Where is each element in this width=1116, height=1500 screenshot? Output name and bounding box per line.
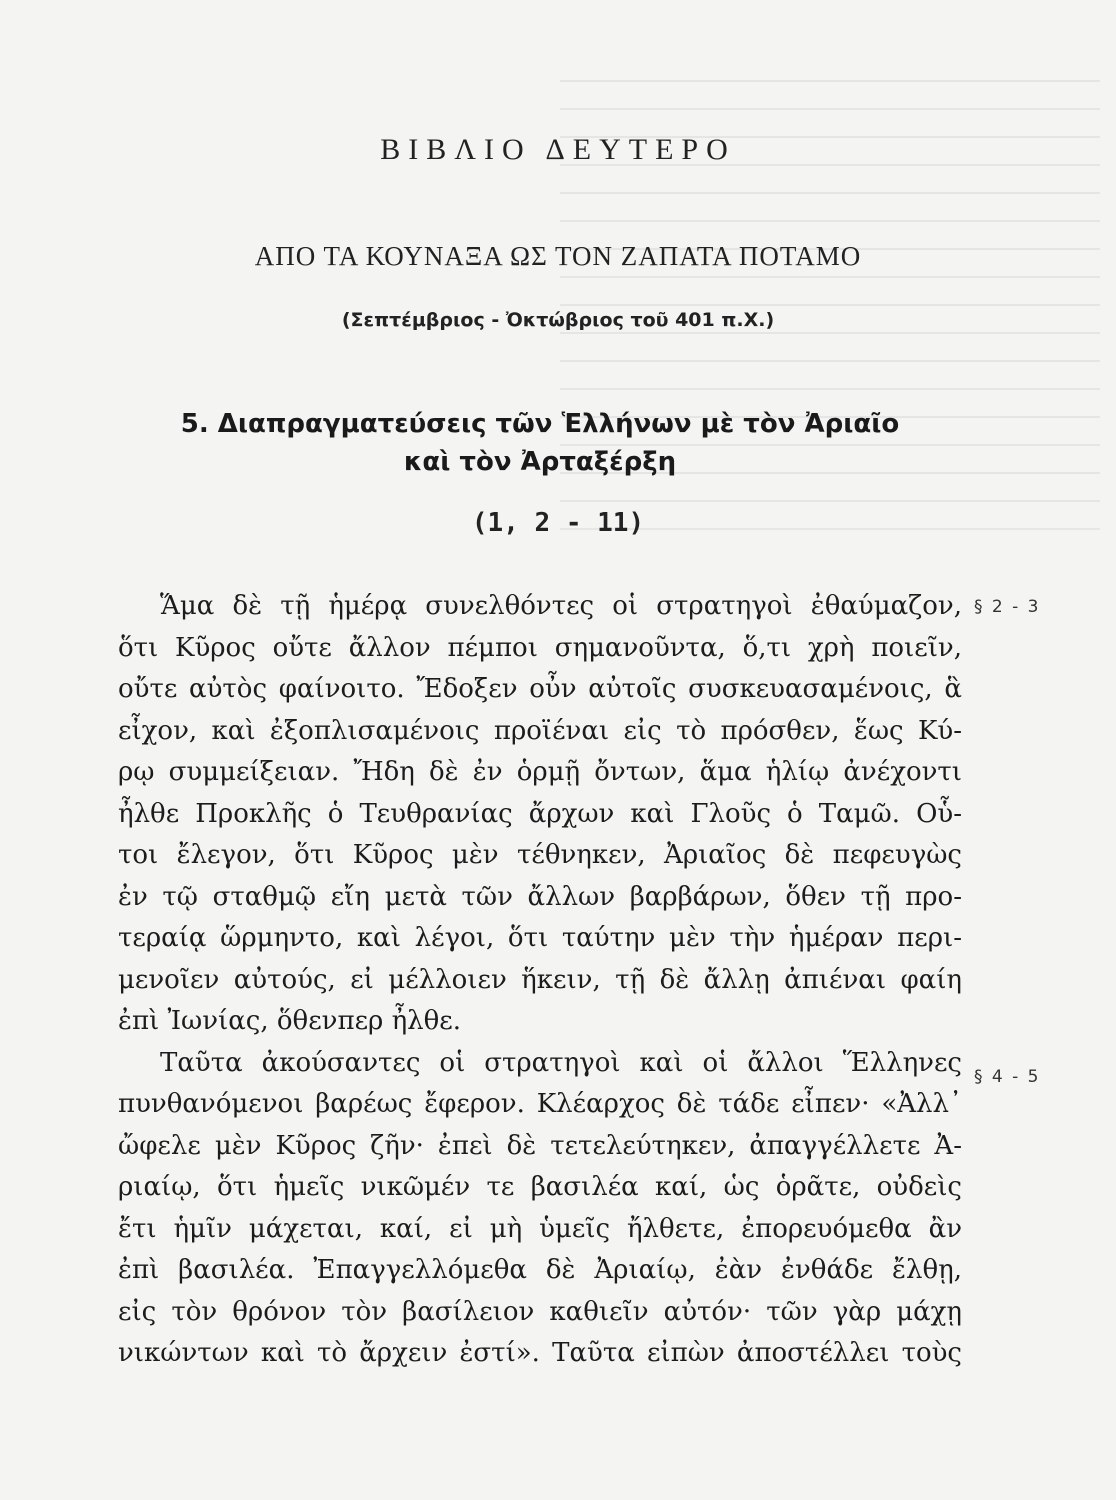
book-subtitle: ΑΠΟ ΤΑ ΚΟΥΝΑΞΑ ΩΣ ΤΟΝ ΖΑΠΑΤΑ ΠΟΤΑΜΟ — [254, 241, 862, 271]
text-line: ἔτι ἡμῖν μάχεται, καί, εἰ μὴ ὑμεῖς ἤλθετε, ἐπορευόμεθα ἂν — [118, 1213, 962, 1244]
text-line: ριαίῳ, ὅτι ἡμεῖς νικῶμέν τε βασιλέα καί, ὡς ὁρᾶτε, οὐδεὶς — [118, 1172, 962, 1202]
text-line: ἐν τῷ σταθμῷ εἴη μετὰ τῶν ἄλλων βαρβάρων, ὅθεν τῇ προ- — [118, 881, 962, 912]
section-reference: (1, 2 - 11) — [471, 508, 645, 538]
text-line: πυνθανόμενοι βαρέως ἔφερον. Κλέαρχος δὲ τάδε εἶπεν· «Ἀλλ᾽ — [118, 1089, 962, 1119]
text-line: μενοῖεν αὐτούς, εἰ μέλλοιεν ἥκειν, τῇ δὲ ἄλλῃ ἀπιέναι φαίη — [118, 964, 962, 995]
text-line: ρῳ συμμείξειαν. Ἤδη δὲ ἐν ὁρμῇ ὄντων, ἅμα ἡλίῳ ἀνέχοντι — [118, 757, 962, 787]
text-line: ὤφελε μὲν Κῦρος ζῆν· ἐπεὶ δὲ τετελεύτηκεν, ἀπαγγέλλετε Ἀ- — [118, 1130, 962, 1161]
date-line: (Σεπτέμβριος - Ὀκτώβριος τοῦ 401 π.Χ.) — [341, 309, 775, 331]
text-line: εἰς τὸν θρόνον τὸν βασίλειον καθιεῖν αὐτόν· τῶν γὰρ μάχῃ — [118, 1296, 962, 1327]
margin-note-section: § 2 - 3 — [974, 597, 1041, 617]
text-line: ὅτι Κῦρος οὔτε ἄλλον πέμποι σημανοῦντα, ὅ,τι χρὴ ποιεῖν, — [118, 632, 962, 663]
text-line: ἐπὶ Ἰωνίας, ὅθενπερ ἦλθε. — [118, 1006, 462, 1036]
text-line: τοι ἔλεγον, ὅτι Κῦρος μὲν τέθνηκεν, Ἀριαῖος δὲ πεφευγὼς — [118, 840, 962, 870]
text-line: τεραίᾳ ὥρμηντο, καὶ λέγοι, ὅτι ταύτην μὲν τὴν ἡμέραν περι- — [118, 923, 962, 953]
text-line: οὔτε αὐτὸς φαίνοιτο. Ἔδοξεν οὖν αὐτοῖς συσκευασαμένοις, ἃ — [118, 674, 962, 704]
book-title: ΒΙΒΛΙΟ ΔΕΥΤΕΡΟ — [380, 133, 736, 166]
text-line: ἦλθε Προκλῆς ὁ Τευθρανίας ἄρχων καὶ Γλοῦς ὁ Ταμῶ. Οὗ- — [118, 798, 962, 829]
text-line: Ταῦτα ἀκούσαντες οἱ στρατηγοὶ καὶ οἱ ἄλλοι Ἕλληνες — [160, 1047, 962, 1078]
text-line: Ἅμα δὲ τῇ ἡμέρᾳ συνελθόντες οἱ στρατηγοὶ ἐθαύμαζον, — [160, 591, 962, 621]
margin-note-section: § 4 - 5 — [974, 1067, 1041, 1087]
chapter-heading-line-2: καὶ τὸν Ἀρταξέρξη — [403, 447, 677, 477]
body-text — [118, 586, 962, 1375]
chapter-heading — [140, 405, 940, 481]
text-line: ἐπὶ βασιλέα. Ἐπαγγελλόμεθα δὲ Ἀριαίῳ, ἐὰν ἐνθάδε ἔλθῃ, — [118, 1255, 962, 1285]
chapter-heading-line-1: 5. Διαπραγματεύσεις τῶν Ἑλλήνων μὲ τὸν Ἀριαῖο — [180, 409, 900, 439]
text-line: νικώντων καὶ τὸ ἄρχειν ἐστί». Ταῦτα εἰπὼν ἀποστέλλει τοὺς — [118, 1338, 962, 1368]
text-line: εἶχον, καὶ ἐξοπλισαμένοις προϊέναι εἰς τὸ πρόσθεν, ἕως Κύ- — [118, 715, 962, 746]
